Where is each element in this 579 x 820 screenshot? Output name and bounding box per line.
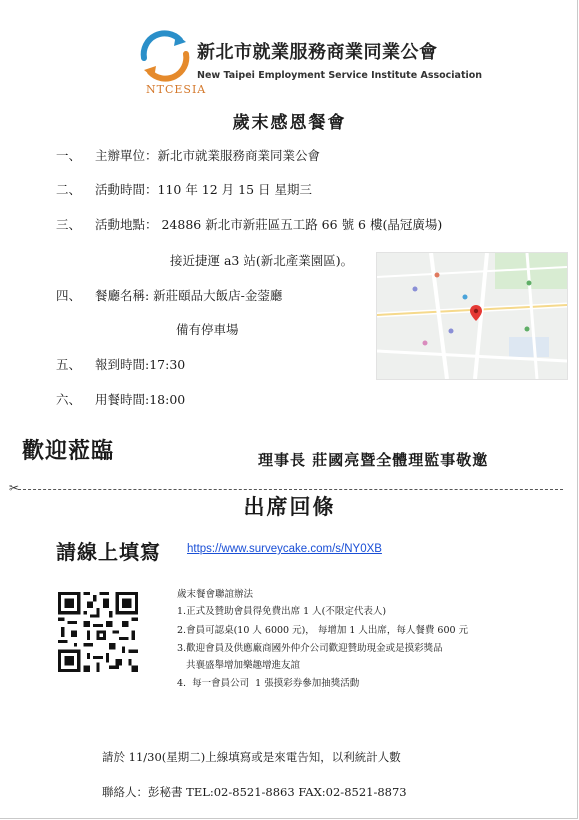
checkin-time-text: 報到時間:17:30	[95, 357, 186, 372]
welcome-text: 歡迎蒞臨	[22, 438, 115, 464]
cut-line	[18, 489, 563, 490]
location-map	[376, 252, 568, 380]
logo-icon	[136, 28, 194, 84]
event-title: 歲末感恩餐會	[232, 113, 347, 133]
president-invitation: 理事長 莊國亮暨全體理監事敬邀	[258, 451, 489, 469]
rules-title: 歲末餐會聯誼辦法	[177, 589, 254, 600]
map-pin-icon	[470, 305, 482, 321]
item-number: 五、	[56, 357, 82, 372]
online-fill-label: 請線上填寫	[56, 540, 161, 564]
rule-item: 2.會員可認桌(10 人 6000 元)， 每增加 1 人出席，每人餐費 600 元	[177, 625, 469, 636]
item-number: 一、	[56, 148, 82, 163]
rule-item: 1.正式及贊助會員得免費出席 1 人(不限定代表人)	[177, 606, 387, 617]
logo-text: NTCESIA	[146, 83, 207, 96]
reply-title: 出席回條	[243, 494, 336, 519]
item-number: 六、	[56, 392, 82, 407]
dinner-time-text: 用餐時間:18:00	[95, 392, 186, 407]
parking-note-text: 備有停車場	[176, 322, 239, 337]
item-number: 二、	[56, 182, 82, 197]
scissors-icon: ✂	[9, 481, 20, 495]
org-name-en: New Taipei Employment Service Institute Association	[197, 70, 483, 81]
item-number: 三、	[56, 217, 82, 232]
reply-notice: 請於 11/30(星期二)上線填寫或是來電告知，以利統計人數	[102, 750, 401, 764]
rule-item: 4. 每一會員公司 1 張摸彩券參加抽獎活動	[177, 678, 360, 689]
org-name-zh: 新北市就業服務商業同業公會	[197, 42, 438, 63]
item-number: 四、	[56, 288, 82, 303]
event-time-text: 活動時間：110 年 12 月 15 日 星期三	[95, 182, 313, 197]
contact-info: 聯絡人：彭秘書 TEL:02-8521-8863 FAX:02-8521-8873	[102, 785, 407, 799]
restaurant-text: 餐廳名稱: 新莊頤品大飯店-金蓥廳	[95, 288, 283, 303]
mrt-note-text: 接近捷運 a3 站(新北產業園區)。	[170, 253, 354, 268]
survey-link[interactable]: https://www.surveycake.com/s/NY0XB	[187, 543, 382, 555]
rule-item: 3.歡迎會員及供應廠商國外仲介公司歡迎贊助現金或是摸彩獎品	[177, 643, 443, 654]
event-location-text: 活動地點： 24886 新北市新莊區五工路 66 號 6 樓(晶冠廣場)	[95, 217, 443, 232]
qr-code-icon[interactable]	[58, 592, 138, 672]
organizer-text: 主辦單位：新北市就業服務商業同業公會	[95, 148, 321, 163]
rule-item: 共襄盛舉增加樂趣增進友誼	[177, 660, 301, 671]
